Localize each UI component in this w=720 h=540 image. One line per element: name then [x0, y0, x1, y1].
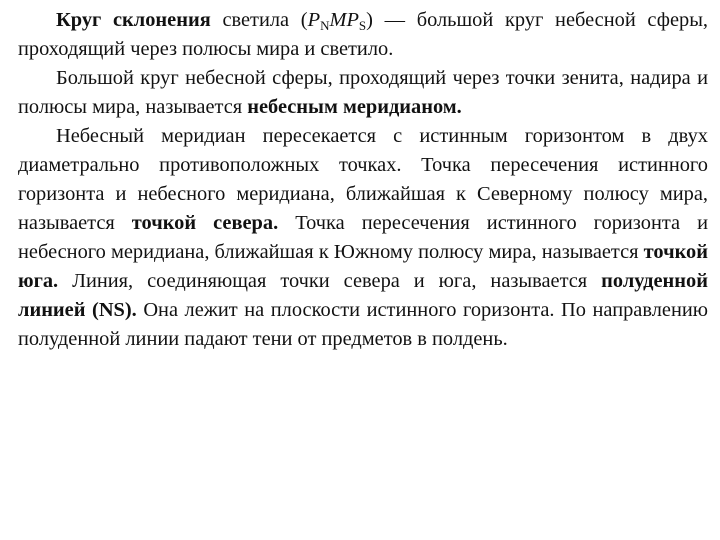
document-body	[18, 6, 708, 354]
paragraph-text: Небесный меридиан пересекается с истинным горизонтом в двух диаметрально противоположных точках. Точка пересечения истинного горизонта и небесного меридиана, ближайшая к Северному полюсу мира, называется	[18, 125, 708, 234]
paragraph-declination-circle	[18, 6, 708, 64]
term-celestial-meridian: небесным меридианом.	[247, 96, 462, 118]
paragraph-text: Точка пересечения истинного горизонта и небесного меридиана, ближайшая к Южному полюсу мира, называется	[18, 212, 708, 263]
symbol-p2: P	[346, 9, 359, 31]
paragraph-text: ) — большой круг небесной сферы, проходящий через полюсы мира и светило.	[18, 9, 708, 60]
subscript-n: N	[320, 18, 330, 33]
paragraph-north-south-points	[18, 122, 708, 354]
subscript-s: S	[358, 18, 367, 33]
term-south-point: точкой юга.	[18, 241, 708, 292]
paragraph-text: Она лежит на плоскости истинного горизонта. По направлению полуденной линии падают тени от предметов в полдень.	[18, 299, 709, 350]
symbol-m: M	[329, 9, 347, 31]
paragraph-text: Большой круг небесной сферы, проходящий через точки зенита, надира и полюсы мира, называется	[18, 67, 708, 118]
paragraph-text: светила (	[210, 9, 308, 31]
term-north-point: точкой севера.	[131, 212, 279, 234]
symbol-p: P	[307, 9, 321, 31]
paragraph-text: Линия, соединяющая точки севера и юга, называется	[58, 270, 602, 292]
term-declination-circle: Круг склонения	[56, 9, 211, 31]
term-meridian-line: полуденной линией (NS).	[18, 270, 708, 321]
paragraph-celestial-meridian	[18, 64, 708, 122]
